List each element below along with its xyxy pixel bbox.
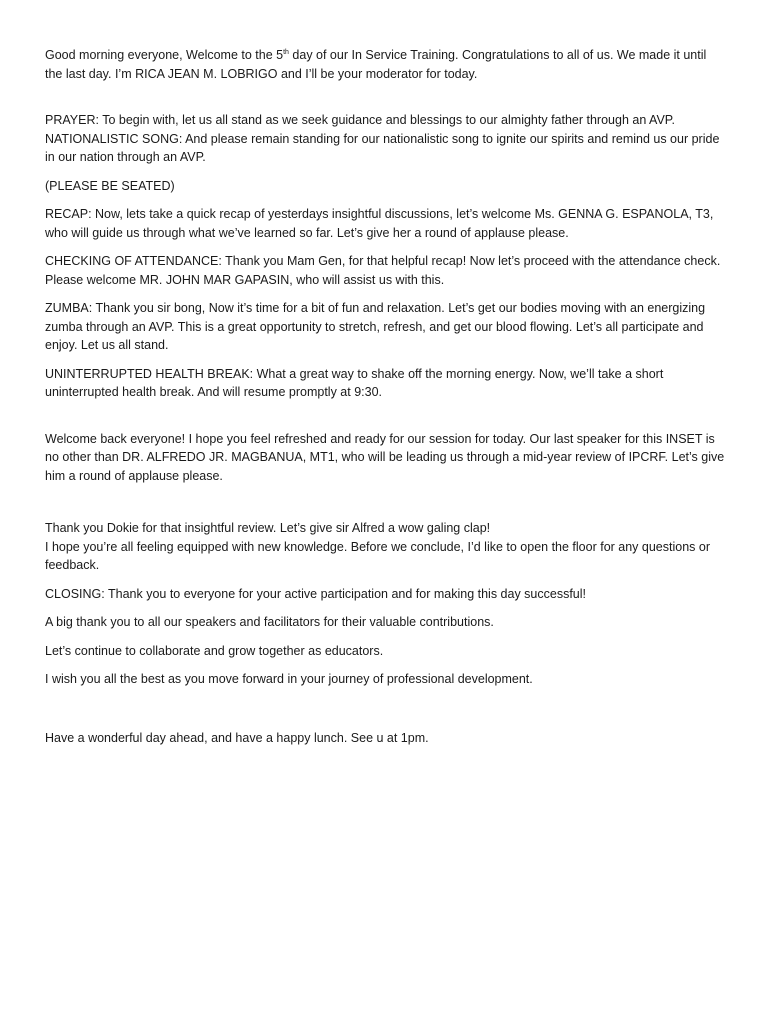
thank-dokie-paragraph: Thank you Dokie for that insightful review. Let’s give sir Alfred a wow galing clap! — [45, 521, 491, 535]
wish-paragraph: I wish you all the best as you move forward in your journey of professional development. — [45, 672, 533, 686]
welcome-back-paragraph: Welcome back everyone! I hope you feel refreshed and ready for our session for today. Our last speaker for this INSET is no other than DR. ALFREDO JR. MAGBANUA, MT1, who will be leading us through a mid-year review of IPCRF. Let’s give him a round of applause please. — [45, 431, 725, 483]
welcome-paragraph — [45, 46, 725, 83]
collaborate-paragraph: Let’s continue to collaborate and grow together as educators. — [45, 643, 384, 658]
nationalistic-song-paragraph: NATIONALISTIC SONG: And please remain standing for our nationalistic song to ignite our spirits and remind us our pride in our nation through an AVP. — [45, 131, 720, 164]
welcome-text-start: Good morning everyone, Welcome to the 5 — [45, 48, 284, 62]
please-be-seated-paragraph: (PLEASE BE SEATED) — [45, 178, 175, 193]
questions-paragraph: I hope you’re all feeling equipped with new knowledge. Before we conclude, I’d like to open the floor for any questions or feedback. — [45, 539, 711, 572]
closing-paragraph: CLOSING: Thank you to everyone for your active participation and for making this day successful! — [45, 586, 587, 601]
document-page — [45, 46, 725, 747]
thanks-speakers-paragraph: A big thank you to all our speakers and facilitators for their valuable contributions. — [45, 615, 494, 629]
recap-paragraph: RECAP: Now, lets take a quick recap of yesterdays insightful discussions, let’s welcome Ms. GENNA G. ESPANOLA, T3, who will guide us through what we’ve learned so far. Let’s give her a round of applause please. — [45, 207, 714, 240]
attendance-paragraph: CHECKING OF ATTENDANCE: Thank you Mam Gen, for that helpful recap! Now let’s proceed with the attendance check. Please welcome MR. JOHN MAR GAPASIN, who will assist us with this. — [45, 254, 721, 287]
zumba-paragraph: ZUMBA: Thank you sir bong, Now it’s time for a bit of fun and relaxation. Let’s get our bodies moving with an energizing zumba through an AVP. This is a great opportunity to stretch, refresh, and get our blood flowing. Let’s all participate and enjoy. Let us all stand. — [45, 301, 706, 352]
ordinal-suffix: th — [283, 49, 289, 56]
welcome-text-end: day of our In Service Training. Congratulations to all of us. We made it until the last day. I’m RICA JEAN M. LOBRIGO and I’ll be your moderator for today. — [45, 48, 707, 81]
health-break-paragraph: UNINTERRUPTED HEALTH BREAK: What a great way to shake off the morning energy. Now, we’ll take a short uninterrupted health break. And will resume promptly at 9:30. — [45, 366, 664, 399]
farewell-paragraph: Have a wonderful day ahead, and have a happy lunch. See u at 1pm. — [45, 730, 429, 745]
prayer-paragraph: PRAYER: To begin with, let us all stand as we seek guidance and blessings to our almighty father through an AVP. — [45, 113, 676, 127]
